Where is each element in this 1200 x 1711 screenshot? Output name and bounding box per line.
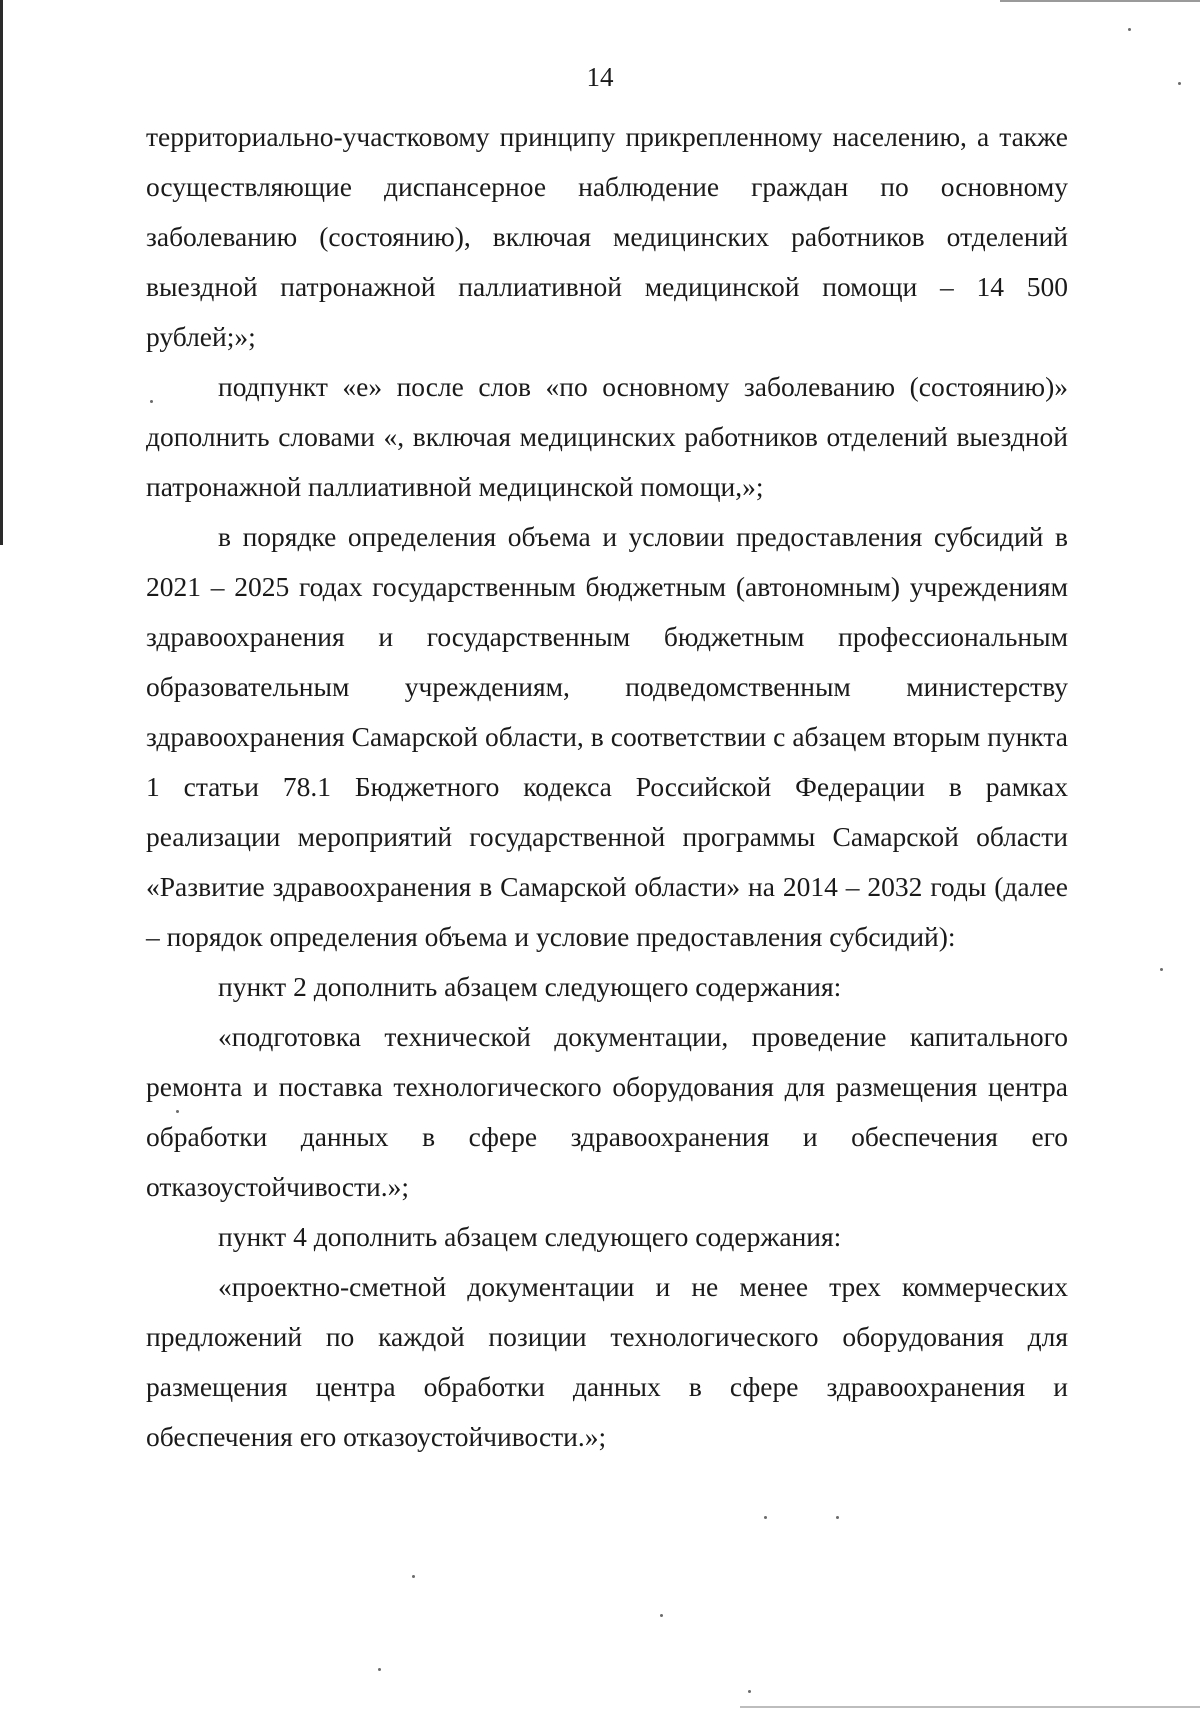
paragraph-continuation: территориально-участковому принципу прикрепленному населению, а также осуществляющие диспансерное наблюдение граждан по основному заболеванию (состоянию), включая медицинских работников отделений выездной патронажной паллиативной медицинской помощи – 14 500 рублей;»;: [146, 121, 1068, 352]
scan-speck: [412, 1575, 415, 1578]
scan-speck: [748, 1690, 751, 1693]
scan-speck: [836, 1516, 839, 1519]
paragraph-subitem-e: подпункт «е» после слов «по основному заболеванию (состоянию)» дополнить словами «, включая медицинских работников отделений выездной патронажной паллиативной медицинской помощи,»;: [146, 371, 1068, 502]
paragraph-point-2: пункт 2 дополнить абзацем следующего содержания:: [218, 971, 842, 1002]
scan-speck: [378, 1668, 381, 1671]
page-number: 14: [586, 62, 614, 92]
document-body: [146, 112, 1068, 1462]
scan-speck: [764, 1516, 767, 1519]
scan-bottom-edge: [740, 1706, 1200, 1708]
paragraph-subsidy-order: в порядке определения объема и условии предоставления субсидий в 2021 – 2025 годах государственным бюджетным (автономным) учреждениям здравоохранения и государственным бюджетным профессиональным образовательным учреждениям, подведомственным министерству здравоохранения Самарской области, в соответствии с абзацем вторым пункта 1 статьи 78.1 Бюджетного кодекса Российской Федерации в рамках реализации мероприятий государственной программы Самарской области «Развитие здравоохранения в Самарской области» на 2014 – 2032 годы (далее – порядок определения объема и условие предоставления субсидий):: [146, 521, 1068, 952]
scan-speck: [1128, 28, 1131, 31]
scan-top-edge: [1000, 0, 1200, 2]
paragraph-point-4: пункт 4 дополнить абзацем следующего содержания:: [218, 1221, 842, 1252]
paragraph-point-2-text: «подготовка технической документации, проведение капитального ремонта и поставка технологического оборудования для размещения центра обработки данных в сфере здравоохранения и обеспечения его отказоустойчивости.»;: [146, 1021, 1068, 1202]
scan-speck: [1160, 968, 1163, 971]
scan-speck: [660, 1614, 663, 1617]
paragraph-point-4-text: «проектно-сметной документации и не менее трех коммерческих предложений по каждой позиции технологического оборудования для размещения центра обработки данных в сфере здравоохранения и обеспечения его отказоустойчивости.»;: [146, 1271, 1068, 1452]
